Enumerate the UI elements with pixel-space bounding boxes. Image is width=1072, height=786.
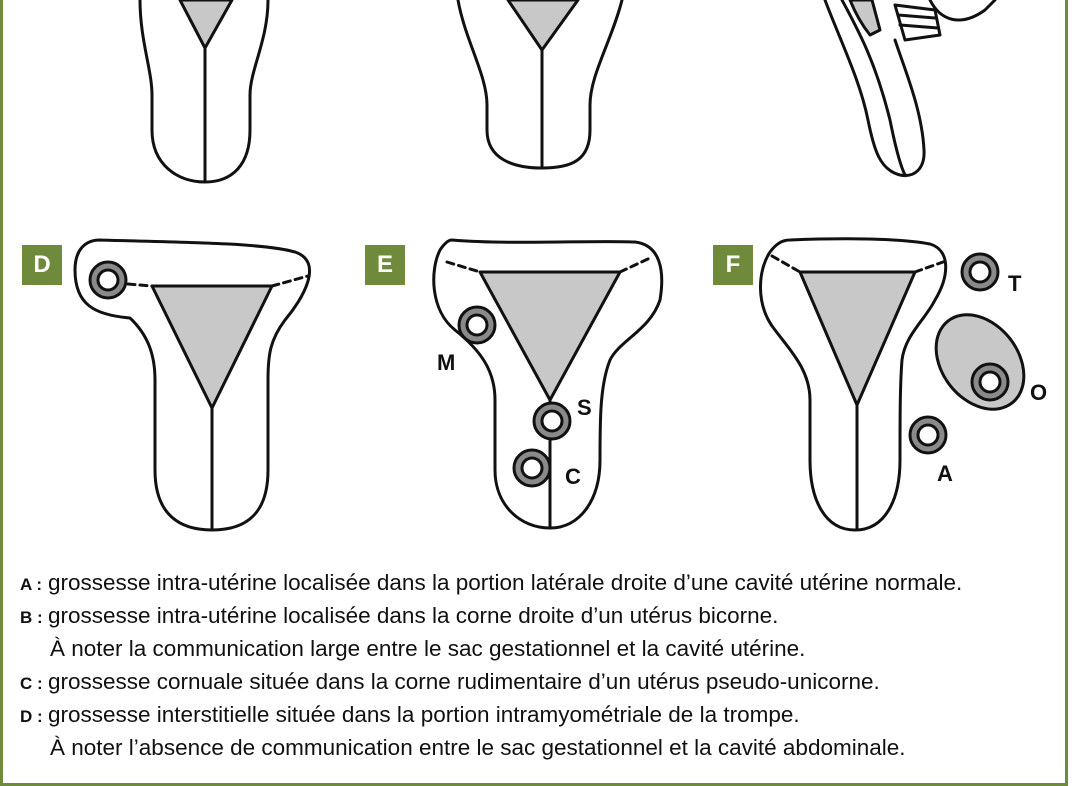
caption-b [20, 599, 1065, 632]
panel-f-badge: F [713, 245, 753, 285]
caption-key: A : [20, 575, 43, 594]
caption-text: grossesse cornuale située dans la corne rudimentaire d’un utérus pseudo-unicorne. [48, 669, 880, 694]
caption-key: B : [20, 608, 43, 627]
caption-a [20, 566, 1065, 599]
sac-e-c [514, 450, 550, 486]
sac-d-interstitial [90, 262, 126, 298]
caption-text: À noter l’absence de communication entre le sac gestationnel et la cavité abdominale. [50, 735, 906, 760]
sac-e-m [459, 307, 495, 343]
site-label-a: A [937, 461, 953, 486]
site-label-s: S [577, 395, 592, 420]
caption-d-note [20, 731, 1065, 764]
ovary-shape [918, 298, 1042, 427]
panel-e-uterus [434, 240, 662, 528]
panel-a-uterus [140, 0, 268, 182]
caption-list [20, 566, 1065, 764]
panel-b-uterus [458, 0, 622, 168]
caption-text: grossesse intra-utérine localisée dans la corne droite d’un utérus bicorne. [48, 603, 779, 628]
caption-b-note [20, 632, 1065, 665]
site-label-m: M [437, 350, 456, 375]
caption-key: D : [20, 707, 43, 726]
site-label-o: O [1030, 380, 1048, 405]
caption-text: grossesse interstitielle située dans la portion intramyométriale de la trompe. [48, 702, 800, 727]
caption-text: À noter la communication large entre le sac gestationnel et la cavité utérine. [50, 636, 806, 661]
sac-f-o [972, 364, 1008, 400]
site-label-c: C [565, 464, 581, 489]
panel-c-uterus [825, 0, 995, 176]
panel-e-badge: E [365, 245, 405, 285]
caption-c [20, 665, 1065, 698]
site-label-t: T [1008, 271, 1022, 296]
sac-e-s [534, 403, 570, 439]
caption-text: grossesse intra-utérine localisée dans la portion latérale droite d’une cavité utérine normale. [48, 570, 963, 595]
sac-f-t [962, 254, 998, 290]
sac-f-a [910, 417, 946, 453]
caption-d [20, 698, 1065, 731]
caption-key: C : [20, 674, 43, 693]
panel-d-badge: D [22, 245, 62, 285]
